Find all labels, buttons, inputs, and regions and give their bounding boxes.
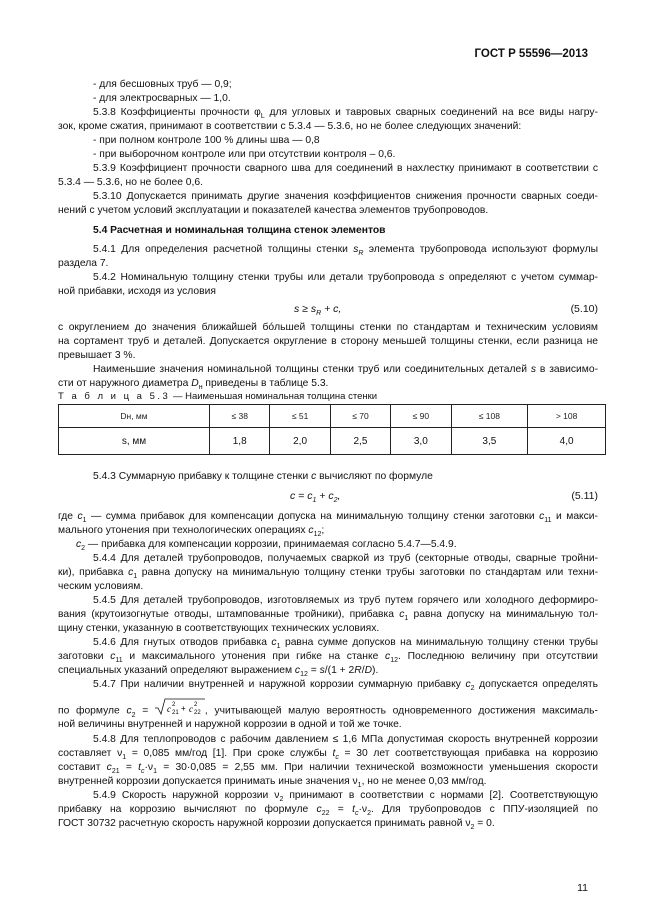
text-line: раздела 7. [58,258,109,269]
text-line: составит $c_{21} = t_c\cdot\nu_1 = 30\cdot 0,085 = 2,55$ мм. При наличии технической возможности уменьшения скорости [58,762,599,776]
table-cell: 1,8 [210,428,270,455]
table-cell: s, мм [59,428,210,455]
equation-5-11: $c = c_1 + c_2$, [290,490,341,505]
text-line: по формуле $c_2$ = c 21 2 + c 22 2 , учитывающей малую вероятность одновременного достижения максималь- [58,698,598,718]
text-line: - при полном контроле 100 % длины шва — 0,8 [93,135,320,146]
text-line: - при выборочном контроле или при отсутствии контроля – 0,6. [93,149,396,160]
text-line: 5.4.8 Для теплопроводов с рабочим давлением ≤ 1,6 МПа допустимая скорость внутренней коррозии [93,734,598,745]
text-line: 5.4.9 Скорость наружной коррозии $\nu_2$ принимают в соответствии с нормами [2]. Соответствующую [93,790,598,804]
text-line: ки), прибавка $c_1$ равна допуску на минимальную толщину стенки трубы заготовки по стандартам или техни- [58,567,599,581]
text-line: 5.4.6 Для гнутых отводов прибавка $c_1$ равна сумме допусков на минимальную толщину стенки трубы [93,637,599,651]
text-line: 5.4.1 Для определения расчетной толщины стенки $s_R$ элемента трубопровода используют формулы [93,244,598,258]
text-line: где $c_1$ — сумма прибавок для компенсации допуска на минимальную толщину стенки заготовки $c_{11}$ и макси- [58,511,598,525]
text-line: сти от наружного диаметра $D_н$ приведены в таблице 5.3. [58,378,329,392]
text-line: специальных указаний определяют выражением $c_{12} = s/(1 + 2R/D)$. [58,665,379,679]
text-line: ГОСТ 30732 расчетную скорость наружной коррозии допускается принимать равной $\nu_2 = 0$. [58,818,495,832]
svg-text:c: c [188,704,193,714]
table-cell: 3,5 [451,428,528,455]
table-header-cell: ≤ 108 [451,405,528,428]
table-header-cell: ≤ 90 [391,405,451,428]
table-header-cell: > 108 [528,405,606,428]
text-line: с округлением до значения ближайшей бóльшей толщины стенки по стандартам и техническим условиям [58,322,598,333]
table-header-cell: ≤ 70 [330,405,390,428]
text-line: составляет $\nu_1 = 0,085$ мм/год [1]. При сроке службы $t_c = 30$ лет соответствующая прибавка на коррозию [58,748,598,762]
table-cell: 2,5 [330,428,390,455]
table-cell: 2,0 [270,428,330,455]
table-header-cell: ≤ 51 [270,405,330,428]
svg-text:+: + [180,704,186,713]
table-header-cell: ≤ 38 [210,405,270,428]
text-line: 5.4.2 Номинальную толщину стенки трубы или детали трубопровода s определяют с учетом суммар- [93,272,598,283]
text-line: превышает 3 %. [58,350,136,361]
equation-5-10: $s \ge s_R + c$, [294,303,342,318]
text-line: ной величины внутренней и наружной коррозии в одной и той же точке. [58,719,402,730]
text-line: прибавку на коррозию вычисляют по формуле $c_{22} = t_c\cdot\nu_2$. Для трубопроводов с ППУ-изоляцией по [58,804,598,818]
svg-text:c: c [166,704,171,714]
text-line: вания (крутоизогнутые отводы, штампованные тройники), прибавка $c_1$ равна допуску на минимальную тол- [58,609,599,623]
section-title: 5.4 Расчетная и номинальная толщина стенок элементов [93,225,386,236]
text-line: 5.3.4 — 5.3.6, но не более 0,6. [58,177,203,188]
text-line: ной прибавки, исходя из условия [58,286,216,297]
equation-number: (5.10) [570,303,598,315]
table-header-row [59,405,606,428]
text-line: - для электросварных — 1,0. [93,93,231,104]
table-caption: Т а б л и ц а 5.3 — Наименьшая номинальная толщина стенки [58,391,378,402]
svg-text:22: 22 [193,710,201,716]
svg-text:2: 2 [193,702,198,708]
text-line: 5.4.4 Для деталей трубопроводов, получаемых сваркой из труб (секторные отводы, сварные тройни- [93,553,598,564]
page-number: 11 [577,882,588,894]
equation-number: (5.11) [571,490,598,502]
text-line: заготовки $c_{11}$ и максимального утонения при гибке на станке $c_{12}$. Последнюю величину при отсутствии [58,651,598,665]
text-line: 5.3.10 Допускается принимать другие значения коэффициентов снижения прочности сварных соеди- [93,191,598,202]
svg-text:21: 21 [171,710,179,716]
text-line: на сортамент труб и деталей. Допускается округление в сторону меньшей толщины стенки, если разница не [58,336,598,347]
text-line: - для бесшовных труб — 0,9; [93,79,232,90]
table-header-cell: Dн, мм [59,405,210,428]
text-line: 5.4.5 Для деталей трубопроводов, изготовляемых из труб путем горячего или холодного деформиро- [93,595,598,606]
text-line: внутренней коррозии допускается принимать иные значения $\nu_1$, но не менее 0,03 мм/год. [58,776,487,790]
text-line: 5.3.9 Коэффициент прочности сварного шва для соединений в нахлестку принимают в соответствии с [93,163,598,174]
text-line: нений с учетом условий эксплуатации и показателей качества элементов трубопроводов. [58,205,489,216]
text-line: щину стенки, указанную в соответствующих технических условиях. [58,623,380,634]
svg-text:2: 2 [171,702,176,708]
text-line: 5.4.3 Суммарную прибавку к толщине стенки c вычисляют по формуле [93,471,433,482]
thickness-table [58,404,606,455]
text-line: мального утонения при технологических операциях $c_{12}$; [58,525,325,539]
table-cell: 3,0 [391,428,451,455]
text-line: 5.3.8 Коэффициенты прочности $\varphi_L$ для угловых и тавровых сварных соединений на все виды нагру- [93,107,598,121]
table-row [59,428,606,455]
text-line: $c_2$ — прибавка для компенсации коррозии, принимаемая согласно 5.4.7—5.4.9. [76,539,457,553]
text-line: зок, кроме сжатия, принимают в соответствии с 5.3.4 — 5.3.6, но не более следующих значений: [58,121,522,132]
document-code: ГОСТ Р 55596—2013 [474,48,588,60]
text-line: 5.4.7 При наличии внутренней и наружной коррозии суммарную прибавку $c_2$ допускается определять [93,679,599,693]
text-line: ческим условиям. [58,581,144,592]
table-cell: 4,0 [528,428,606,455]
text-line: Наименьшие значения номинальной толщины стенки труб или соединительных деталей s в зависимо- [93,364,599,375]
